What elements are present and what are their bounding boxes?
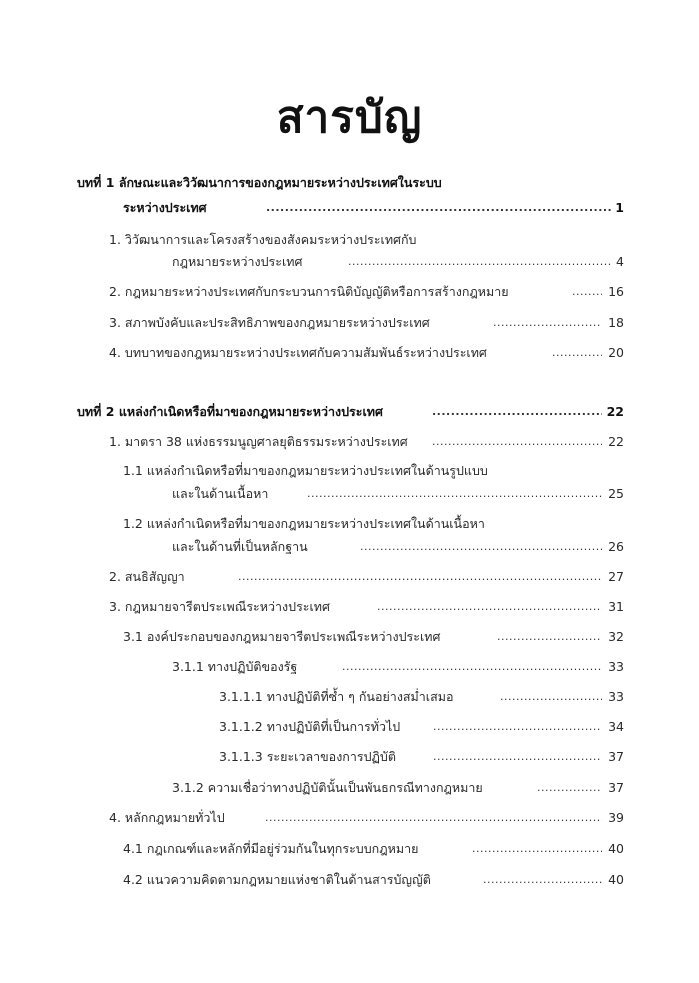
toc-entry-1-1[interactable] xyxy=(0,252,699,272)
toc-entry-2-1-2[interactable] xyxy=(0,537,699,557)
toc-entry-label: 3. สภาพบังคับและประสิทธิภาพของกฎหมายระหว่างประเทศ xyxy=(109,313,430,333)
dot-leader xyxy=(265,808,602,828)
toc-page-number: 34 xyxy=(608,719,624,734)
toc-entry-label: 4.1 กฎเกณฑ์และหลักที่มีอยู่ร่วมกันในทุกระบบกฎหมาย xyxy=(123,839,418,859)
toc-entry-label: 3.1.1.2 ทางปฏิบัติที่เป็นการทั่วไป xyxy=(219,717,400,737)
toc-chapter-1[interactable] xyxy=(0,198,699,218)
toc-entry-1-4[interactable] xyxy=(0,343,699,363)
toc-entry-label: ระหว่างประเทศ xyxy=(123,198,207,218)
toc-entry-label: 4. บทบาทของกฎหมายระหว่างประเทศกับความสัมพันธ์ระหว่างประเทศ xyxy=(109,343,487,363)
dot-leader xyxy=(342,657,602,677)
toc-entry-2-3-1-1-2[interactable] xyxy=(0,717,699,737)
dot-leader xyxy=(433,717,602,737)
toc-entry-label: 2. กฎหมายระหว่างประเทศกับกระบวนการนิติบัญญัติหรือการสร้างกฎหมาย xyxy=(109,282,509,302)
toc-entry-label: บทที่ 1 ลักษณะและวิวัฒนาการของกฎหมายระหว่างประเทศในระบบ xyxy=(77,173,442,193)
toc-entry-2-1-2-line1 xyxy=(0,514,699,534)
toc-entry-2-4-1[interactable] xyxy=(0,839,699,859)
toc-entry-2-4[interactable] xyxy=(0,808,699,828)
dot-leader xyxy=(348,252,611,272)
dot-leader xyxy=(472,839,602,859)
toc-entry-2-3-1[interactable] xyxy=(0,627,699,647)
toc-page-number: 22 xyxy=(608,434,624,449)
toc-entry-2-3-1-1-1[interactable] xyxy=(0,687,699,707)
dot-leader xyxy=(537,778,602,798)
toc-entry-label: บทที่ 2 แหล่งกำเนิดหรือที่มาของกฎหมายระหว่างประเทศ xyxy=(77,402,383,422)
toc-page-number: 37 xyxy=(608,749,624,764)
toc-entry-2-3-1-1[interactable] xyxy=(0,657,699,677)
dot-leader xyxy=(360,537,602,557)
toc-entry-label: 4. หลักกฎหมายทั่วไป xyxy=(109,808,225,828)
dot-leader xyxy=(483,870,602,890)
toc-entry-2-1[interactable] xyxy=(0,432,699,452)
toc-page-number: 31 xyxy=(608,599,624,614)
toc-page-number: 32 xyxy=(608,629,624,644)
toc-entry-label: และในด้านเนื้อหา xyxy=(172,484,268,504)
dot-leader xyxy=(238,567,602,587)
toc-chapter-2[interactable] xyxy=(0,402,699,422)
toc-entry-2-3-1-2[interactable] xyxy=(0,778,699,798)
toc-entry-1-3[interactable] xyxy=(0,313,699,333)
toc-entry-2-1-1[interactable] xyxy=(0,484,699,504)
toc-entry-label: 3.1.1.1 ทางปฏิบัติที่ซ้ำ ๆ กันอย่างสม่ำเสมอ xyxy=(219,687,453,707)
toc-page-number: 39 xyxy=(608,810,624,825)
toc-page-number: 26 xyxy=(608,539,624,554)
toc-page-number: 33 xyxy=(608,659,624,674)
toc-page-number: 18 xyxy=(608,315,624,330)
toc-entry-label: 3.1 องค์ประกอบของกฎหมายจารีตประเพณีระหว่างประเทศ xyxy=(123,627,440,647)
toc-page-number: 33 xyxy=(608,689,624,704)
toc-entry-2-4-2[interactable] xyxy=(0,870,699,890)
dot-leader xyxy=(493,313,602,333)
dot-leader xyxy=(497,627,602,647)
toc-entry-2-3[interactable] xyxy=(0,597,699,617)
toc-entry-label: 4.2 แนวความคิดตามกฎหมายแห่งชาติในด้านสารบัญญัติ xyxy=(123,870,431,890)
dot-leader xyxy=(572,282,602,302)
toc-page-number: 22 xyxy=(606,404,624,419)
toc-entry-label: 1. วิวัฒนาการและโครงสร้างของสังคมระหว่างประเทศกับ xyxy=(109,230,417,250)
toc-entry-label: กฎหมายระหว่างประเทศ xyxy=(172,252,302,272)
toc-page-number: 40 xyxy=(608,841,624,856)
toc-entry-2-2[interactable] xyxy=(0,567,699,587)
toc-chapter-1-line1 xyxy=(0,173,699,193)
toc-page-number: 40 xyxy=(608,872,624,887)
dot-leader xyxy=(377,597,602,617)
page-title: สารบัญ xyxy=(276,92,423,143)
dot-leader xyxy=(266,198,611,218)
dot-leader xyxy=(307,484,602,504)
toc-entry-2-3-1-1-3[interactable] xyxy=(0,747,699,767)
toc-page-number: 37 xyxy=(608,780,624,795)
dot-leader xyxy=(433,747,602,767)
toc-page-number: 4 xyxy=(616,254,624,269)
dot-leader xyxy=(432,432,602,452)
toc-entry-label: 1.1 แหล่งกำเนิดหรือที่มาของกฎหมายระหว่างประเทศในด้านรูปแบบ xyxy=(123,461,488,481)
toc-page-number: 20 xyxy=(608,345,624,360)
toc-page-number: 25 xyxy=(608,486,624,501)
dot-leader xyxy=(500,687,602,707)
toc-entry-label: 3.1.1.3 ระยะเวลาของการปฏิบัติ xyxy=(219,747,396,767)
toc-entry-label: 2. สนธิสัญญา xyxy=(109,567,185,587)
toc-entry-label: 3. กฎหมายจารีตประเพณีระหว่างประเทศ xyxy=(109,597,330,617)
dot-leader xyxy=(552,343,602,363)
toc-entry-2-1-1-line1 xyxy=(0,461,699,481)
toc-page-number: 1 xyxy=(615,200,624,215)
toc-entry-1-2[interactable] xyxy=(0,282,699,302)
toc-entry-label: และในด้านที่เป็นหลักฐาน xyxy=(172,537,308,557)
toc-page-number: 27 xyxy=(608,569,624,584)
toc-entry-1-1-line1 xyxy=(0,230,699,250)
toc-entry-label: 3.1.1 ทางปฏิบัติของรัฐ xyxy=(172,657,297,677)
toc-entry-label: 1.2 แหล่งกำเนิดหรือที่มาของกฎหมายระหว่างประเทศในด้านเนื้อหา xyxy=(123,514,485,534)
toc-entry-label: 1. มาตรา 38 แห่งธรรมนูญศาลยุติธรรมระหว่างประเทศ xyxy=(109,432,408,452)
dot-leader xyxy=(432,402,602,422)
toc-entry-label: 3.1.2 ความเชื่อว่าทางปฏิบัตินั้นเป็นพันธกรณีทางกฎหมาย xyxy=(172,778,483,798)
toc-page-number: 16 xyxy=(608,284,624,299)
